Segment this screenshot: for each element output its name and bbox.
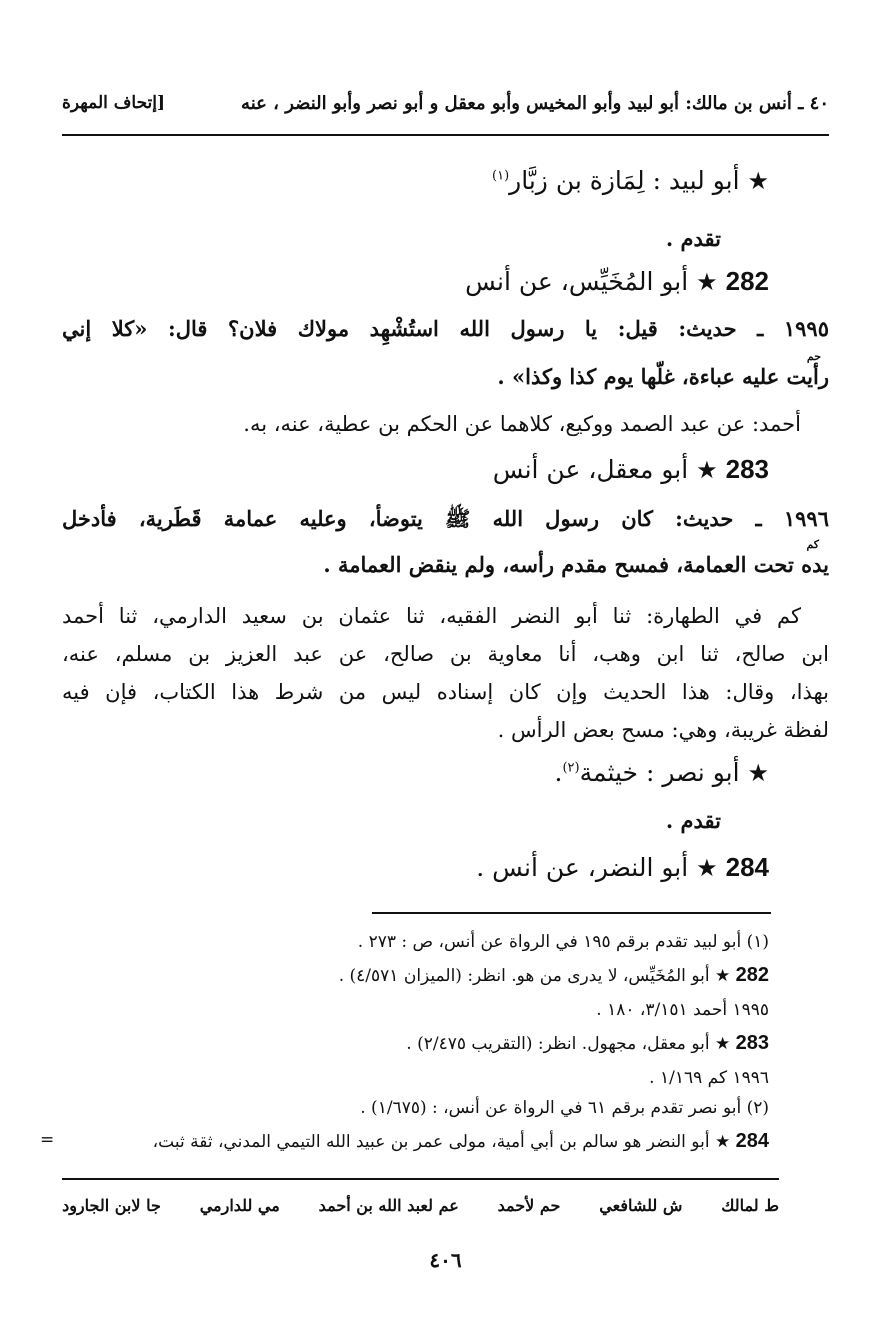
- abu-labid-text: أبو لبيد : لِمَازة بن زبَّار: [509, 166, 740, 195]
- star-icon: ★: [747, 167, 769, 195]
- abbr-shafii: ش للشافعي: [599, 1196, 683, 1215]
- hadith-1996-source-mark: كم: [806, 538, 819, 551]
- footnote-283-text: أبو معقل، مجهول. انظر: (التقريب ٢/٤٧٥) .: [406, 1034, 710, 1054]
- footnote-284-number: 284: [735, 1130, 769, 1152]
- star-icon: ★: [696, 854, 718, 882]
- taqaddam-2: تقدم .: [665, 808, 721, 833]
- abbr-ahmad: حم لأحمد: [497, 1196, 561, 1215]
- footnote-rule: [372, 912, 771, 914]
- star-icon: ★: [696, 456, 718, 484]
- page-number: ٤٠٦: [429, 1248, 462, 1272]
- abbr-darimi: مي للدارمي: [199, 1196, 280, 1215]
- footnote-ref-2: (٢): [562, 760, 580, 776]
- footnote-282: [339, 964, 769, 987]
- taqaddam-1: تقدم .: [665, 226, 721, 251]
- abu-nasr-dot: .: [554, 758, 563, 787]
- abu-nasr-text: أبو نصر : خيثمة: [579, 758, 740, 787]
- footnote-282-number: 282: [735, 964, 769, 986]
- footnote-284-text: أبو النضر هو سالم بن أبي أمية، مولى عمر بن عبيد الله التيمي المدني، ثقة ثبت،: [152, 1132, 710, 1152]
- section-283-title: أبو معقل، عن أنس: [492, 455, 689, 484]
- footnote-ref-1: (١): [492, 168, 510, 184]
- footnote-continuation-mark: =: [40, 1130, 55, 1150]
- ahmad-isnad: أحمد: عن عبد الصمد ووكيع، كلاهما عن الحكم بن عطية، عنه، به.: [243, 412, 801, 436]
- footnote-1995: ١٩٩٥ أحمد ٣/١٥١، ١٨٠ .: [596, 1000, 769, 1020]
- abbreviations-key: [62, 1196, 779, 1215]
- abu-nasr-line: [555, 758, 769, 787]
- footnote-284: [153, 1130, 769, 1153]
- abbreviations-rule: [62, 1178, 779, 1180]
- running-header: [62, 86, 829, 120]
- star-icon: ★: [714, 1132, 731, 1152]
- abu-labid-line: [492, 166, 769, 195]
- abbr-ibn-jarud: جا لابن الجارود: [62, 1196, 161, 1215]
- header-rule: [62, 134, 829, 136]
- section-282-heading: [465, 266, 769, 297]
- footnote-1996: ١٩٩٦ كم ١/١٦٩ .: [649, 1068, 769, 1088]
- header-book-title: [إتحاف المهرة: [62, 93, 166, 113]
- footnote-283: [406, 1032, 769, 1055]
- hadith-1995-line-1: ١٩٩٥ ـ حديث: قيل: يا رسول الله استُشْهِد مولاك فلان؟ قال: «كلا إني: [62, 316, 829, 341]
- mustadrak-line-2: ابن صالح، ثنا ابن وهب، أنا معاوية بن صالح، عن عبد العزيز بن مسلم، عنه،: [62, 642, 829, 666]
- abbr-abdullah: عم لعبد الله بن أحمد: [318, 1196, 459, 1215]
- footnote-1: (١) أبو لبيد تقدم برقم ١٩٥ في الرواة عن أنس، ص : ٢٧٣ .: [357, 932, 769, 952]
- section-282-number: 282: [725, 266, 769, 296]
- hadith-1995-line-2: رأيت عليه عباءة، غلّها يوم كذا وكذا» .: [497, 364, 829, 389]
- section-284-title: أبو النضر، عن أنس .: [476, 853, 689, 882]
- footnote-283-number: 283: [735, 1032, 769, 1054]
- section-283-heading: [493, 454, 769, 485]
- footnote-2: (٢) أبو نصر تقدم برقم ٦١ في الرواة عن أنس، : (١/٦٧٥) .: [360, 1098, 769, 1118]
- mustadrak-line-4: لفظة غريبة، وهي: مسح بعض الرأس .: [497, 718, 829, 742]
- abbr-malik: ط لمالك: [721, 1196, 779, 1215]
- mustadrak-line-3: بهذا، وقال: هذا الحديث وإن كان إسناده ليس من شرط هذا الكتاب، فإن فيه: [62, 680, 829, 704]
- header-title: ٤٠ ـ أنس بن مالك: أبو لبيد وأبو المخيس وأبو معقل و أبو نصر وأبو النضر ، عنه: [241, 92, 829, 114]
- mustadrak-line-1: كم في الطهارة: ثنا أبو النضر الفقيه، ثنا عثمان بن سعيد الدارمي، ثنا أحمد: [62, 604, 801, 628]
- section-282-title: أبو المُخَيِّس، عن أنس: [465, 267, 689, 296]
- footnote-282-text: أبو المُخَيِّس، لا يدرى من هو. انظر: (الميزان ٤/٥٧١) .: [338, 966, 710, 986]
- star-icon: ★: [696, 268, 718, 296]
- section-284-number: 284: [725, 852, 769, 882]
- section-284-heading: [476, 852, 769, 883]
- star-icon: ★: [714, 966, 731, 986]
- star-icon: ★: [714, 1034, 731, 1054]
- star-icon: ★: [747, 759, 769, 787]
- hadith-1995-source-mark: حم: [806, 350, 821, 363]
- hadith-1996-line-1: ١٩٩٦ ـ حديث: كان رسول الله ﷺ يتوضأ، وعليه عمامة قَطَرية، فأدخل: [62, 506, 829, 531]
- hadith-1996-line-2: يده تحت العمامة، فمسح مقدم رأسه، ولم ينقض العمامة .: [323, 552, 829, 577]
- section-283-number: 283: [725, 454, 769, 484]
